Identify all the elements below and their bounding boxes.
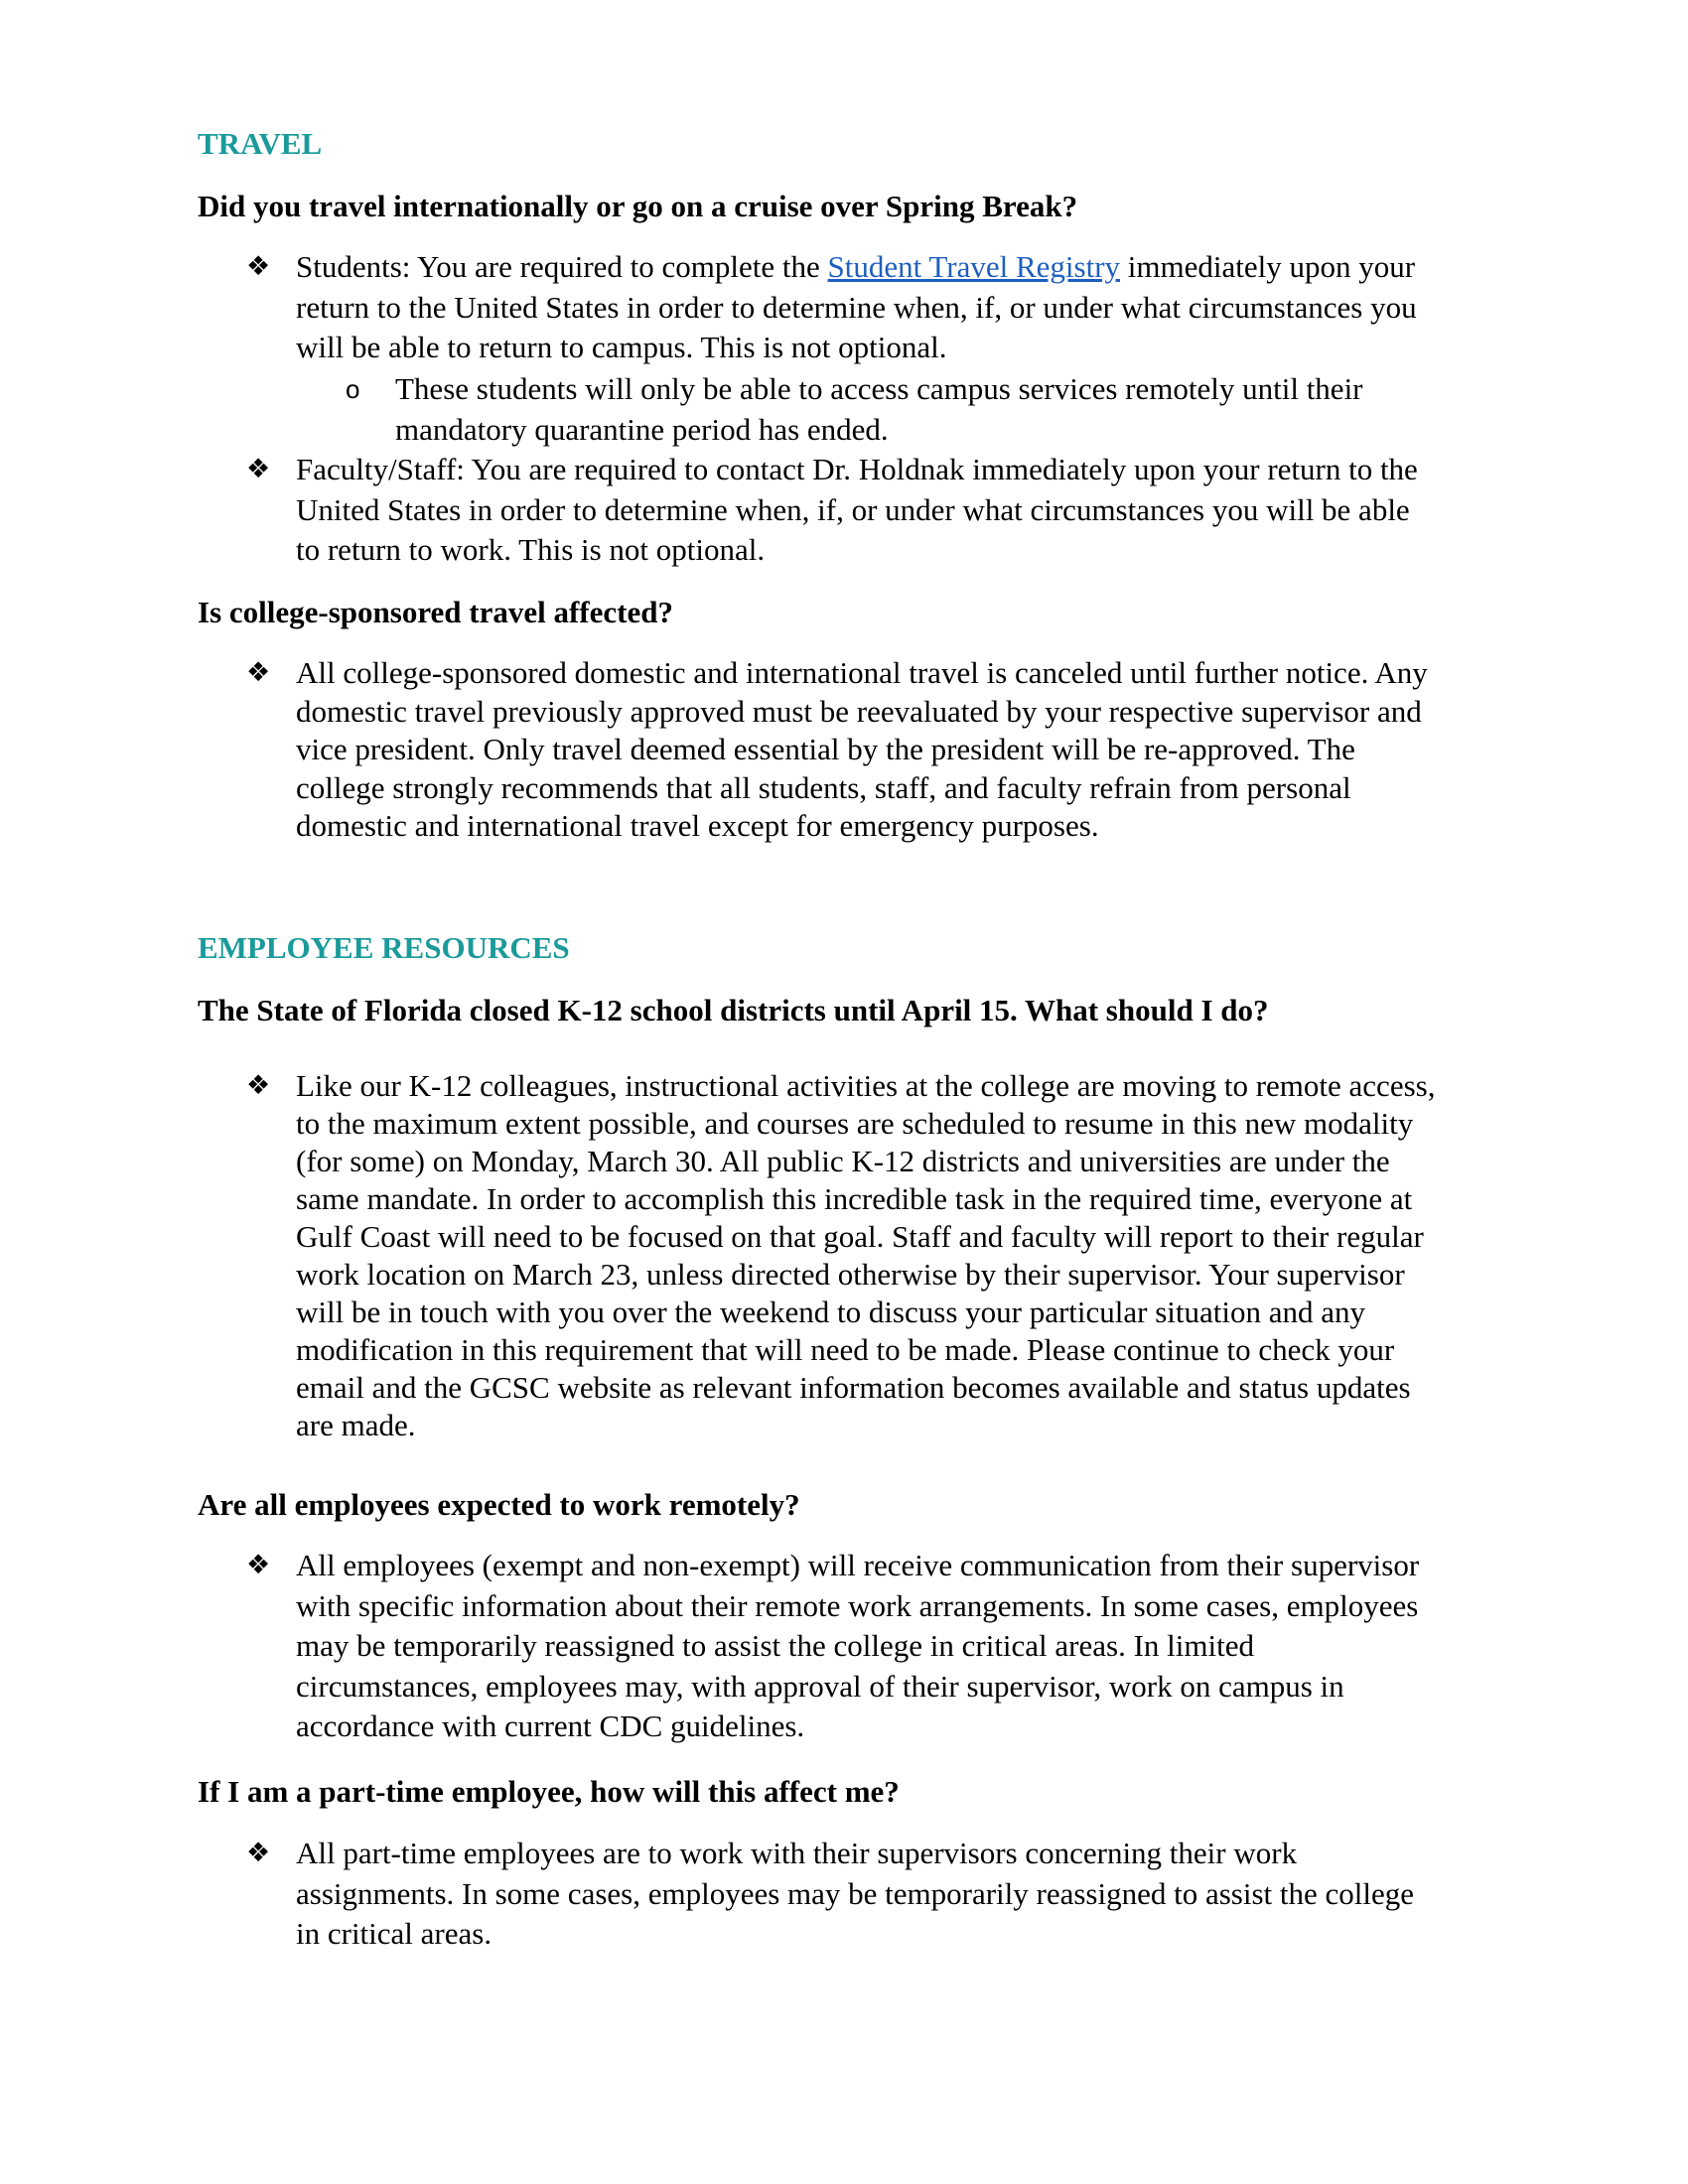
text-line: These students will only be able to access campus services remotely until their — [395, 371, 1363, 406]
text-line: United States in order to determine when, if, or under what circumstances you will be able — [296, 491, 1410, 527]
text-line: may be temporarily reassigned to assist the college in critical areas. In limited — [296, 1628, 1254, 1663]
text-line: accordance with current CDC guidelines. — [296, 1708, 805, 1743]
text-line: mandatory quarantine period has ended. — [395, 411, 889, 447]
text-line: work location on March 23, unless directed otherwise by their supervisor. Your supervisor — [296, 1257, 1405, 1292]
question-college-travel: Is college-sponsored travel affected? — [198, 595, 673, 629]
text-line: modification in this requirement that will need to be made. Please continue to check your — [296, 1332, 1395, 1367]
text-line: circumstances, employees may, with approval of their supervisor, work on campus in — [296, 1668, 1344, 1704]
question-k12-closure: The State of Florida closed K-12 school districts until April 15. What should I do? — [198, 993, 1269, 1027]
question-part-time: If I am a part-time employee, how will this affect me? — [198, 1774, 900, 1809]
text-line: will be in touch with you over the weekend to discuss your particular situation and any — [296, 1295, 1366, 1329]
diamond-bullet-icon: ❖ — [246, 1838, 271, 1868]
text-line: with specific information about their remote work arrangements. In some cases, employees — [296, 1587, 1419, 1623]
section-heading-travel: TRAVEL — [198, 126, 323, 161]
text-line: college strongly recommends that all students, staff, and faculty refrain from personal — [296, 769, 1351, 805]
question-work-remotely: Are all employees expected to work remotely? — [198, 1487, 800, 1522]
text-line: assignments. In some cases, employees may be temporarily reassigned to assist the college — [296, 1875, 1415, 1911]
text-line: (for some) on Monday, March 30. All public K-12 districts and universities are under the — [296, 1144, 1390, 1178]
text-line: in critical areas. — [296, 1916, 492, 1951]
circle-bullet-icon: o — [346, 374, 360, 404]
diamond-bullet-icon: ❖ — [246, 657, 271, 688]
text-line: are made. — [296, 1408, 416, 1442]
text-line: Like our K-12 colleagues, instructional activities at the college are moving to remote access, — [296, 1068, 1436, 1103]
text-line: Faculty/Staff: You are required to contact Dr. Holdnak immediately upon your return to the — [296, 452, 1418, 486]
text-line: All part-time employees are to work with their supervisors concerning their work — [296, 1836, 1298, 1870]
text-line: vice president. Only travel deemed essential by the president will be re-approved. The — [296, 732, 1355, 766]
text-line: All college-sponsored domestic and international travel is canceled until further notice. Any — [296, 655, 1428, 690]
text-line: email and the GCSC website as relevant information becomes available and status updates — [296, 1370, 1411, 1405]
text-line: same mandate. In order to accomplish this incredible task in the required time, everyone at — [296, 1181, 1413, 1216]
text-line: domestic and international travel except for emergency purposes. — [296, 808, 1099, 843]
diamond-bullet-icon: ❖ — [246, 251, 271, 282]
question-spring-break-travel: Did you travel internationally or go on a cruise over Spring Break? — [198, 189, 1078, 223]
text-line: return to the United States in order to determine when, if, or under what circumstances you — [296, 289, 1417, 325]
diamond-bullet-icon: ❖ — [246, 454, 271, 484]
text-line: Gulf Coast will need to be focused on that goal. Staff and faculty will report to their regular — [296, 1219, 1424, 1254]
text-segment: immediately upon your — [1120, 249, 1416, 284]
diamond-bullet-icon: ❖ — [246, 1070, 271, 1101]
section-heading-employee-resources: EMPLOYEE RESOURCES — [198, 930, 570, 965]
diamond-bullet-icon: ❖ — [246, 1550, 271, 1580]
text-line: All employees (exempt and non-exempt) will receive communication from their supervisor — [296, 1548, 1420, 1582]
text-line: domestic travel previously approved must be reevaluated by your respective supervisor and — [296, 693, 1422, 729]
text-line: to the maximum extent possible, and courses are scheduled to resume in this new modality — [296, 1106, 1414, 1141]
student-travel-registry-link[interactable]: Student Travel Registry — [827, 249, 1121, 284]
text-line: to return to work. This is not optional. — [296, 532, 766, 567]
text-line: will be able to return to campus. This is not optional. — [296, 330, 947, 364]
text-segment: Students: You are required to complete the — [296, 249, 828, 284]
